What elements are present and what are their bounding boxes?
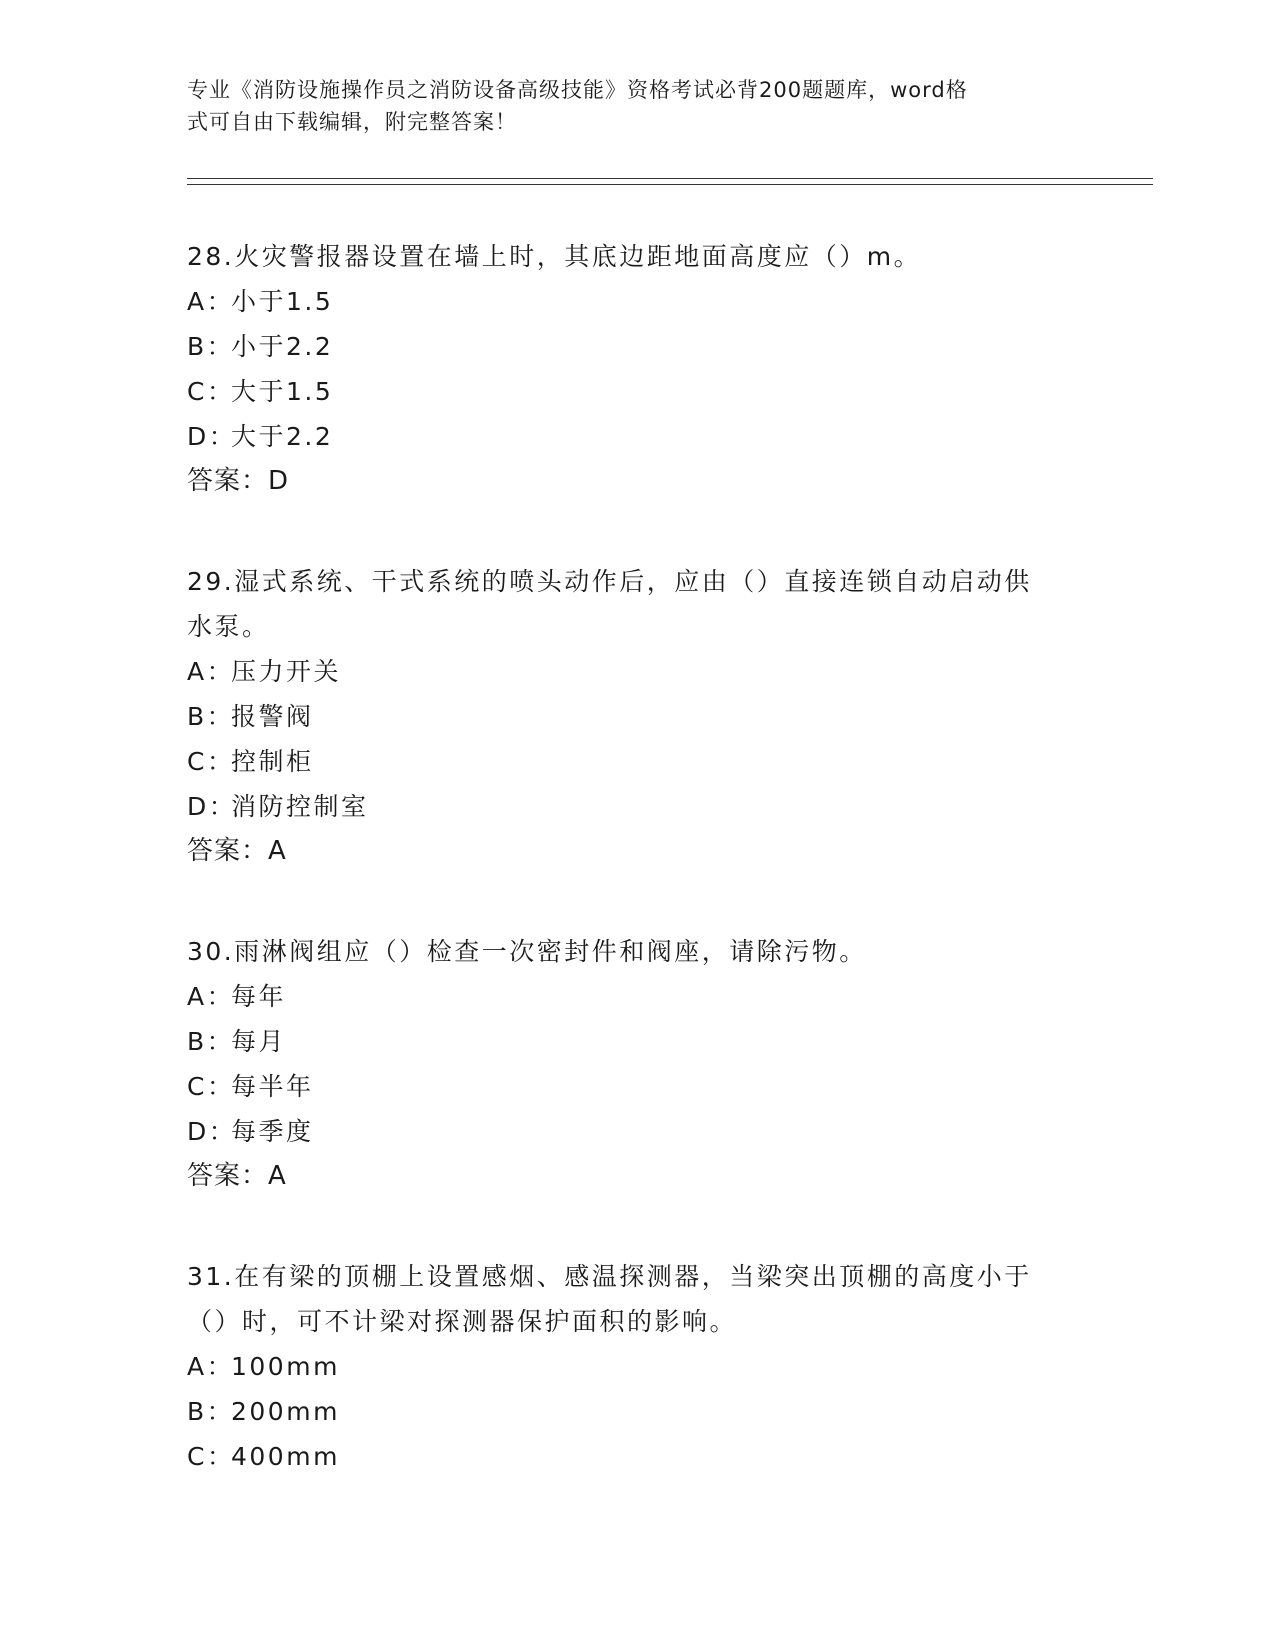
option-key: D： (187, 792, 237, 821)
answer-option (187, 1389, 1087, 1434)
header-line-2: 式可自由下载编辑，附完整答案！ (187, 110, 517, 134)
question-stem-line: 28.火灾警报器设置在墙上时，其底边距地面高度应（）m。 (187, 242, 922, 271)
option-text: 大于1.5 (231, 377, 334, 406)
option-key: B： (187, 702, 235, 731)
option-text: 压力开关 (231, 657, 342, 686)
option-key: B： (187, 1027, 235, 1056)
answer-option (187, 974, 1087, 1019)
answer-option (187, 1019, 1087, 1064)
option-key: A： (187, 287, 235, 316)
option-key: C： (187, 377, 235, 406)
option-text: 每月 (231, 1027, 287, 1056)
option-key: A： (187, 982, 235, 1011)
question-block (187, 1254, 1087, 1479)
answer-option (187, 649, 1087, 694)
answer-line: 答案：A (187, 1161, 287, 1191)
option-text: 大于2.2 (231, 422, 334, 451)
option-text: 控制柜 (231, 747, 314, 776)
option-key: C： (187, 1072, 235, 1101)
option-key: A： (187, 657, 235, 686)
question-stem-line: 29.湿式系统、干式系统的喷头动作后，应由（）直接连锁自动启动供 (187, 567, 1032, 596)
option-text: 小于2.2 (231, 332, 334, 361)
option-text: 消防控制室 (231, 792, 369, 821)
answer-option (187, 1344, 1087, 1389)
header-divider (187, 178, 1153, 185)
question-block (187, 929, 1087, 1199)
answer-option (187, 279, 1087, 324)
option-text: 每年 (231, 982, 287, 1011)
answer-option (187, 739, 1087, 784)
question-stem-line: 水泵。 (187, 612, 270, 641)
answer-option (187, 369, 1087, 414)
option-key: B： (187, 1397, 235, 1426)
question-stem-line: 31.在有梁的顶棚上设置感烟、感温探测器，当梁突出顶棚的高度小于 (187, 1262, 1032, 1291)
option-key: D： (187, 422, 237, 451)
document-header (187, 74, 1067, 138)
option-text: 每半年 (231, 1072, 314, 1101)
question-stem-line: （）时，可不计梁对探测器保护面积的影响。 (187, 1307, 738, 1336)
option-text: 报警阀 (231, 702, 314, 731)
header-line-1: 专业《消防设施操作员之消防设备高级技能》资格考试必背200题题库，word格 (187, 78, 968, 102)
option-key: C： (187, 747, 235, 776)
option-text: 100mm (231, 1352, 340, 1381)
option-key: C： (187, 1442, 235, 1471)
answer-line: 答案：D (187, 466, 290, 496)
answer-option (187, 1064, 1087, 1109)
option-text: 小于1.5 (231, 287, 334, 316)
answer-option (187, 1434, 1087, 1479)
answer-line: 答案：A (187, 836, 287, 866)
answer-option (187, 784, 1087, 829)
question-block (187, 234, 1087, 504)
answer-option (187, 324, 1087, 369)
option-key: A： (187, 1352, 235, 1381)
answer-option (187, 694, 1087, 739)
answer-option (187, 414, 1087, 459)
question-stem-line: 30.雨淋阀组应（）检查一次密封件和阀座，请除污物。 (187, 937, 867, 966)
option-text: 每季度 (231, 1117, 314, 1146)
question-list (187, 234, 1087, 1534)
answer-option (187, 1109, 1087, 1154)
option-key: B： (187, 332, 235, 361)
option-text: 400mm (231, 1442, 340, 1471)
option-key: D： (187, 1117, 237, 1146)
option-text: 200mm (231, 1397, 340, 1426)
question-block (187, 559, 1087, 874)
